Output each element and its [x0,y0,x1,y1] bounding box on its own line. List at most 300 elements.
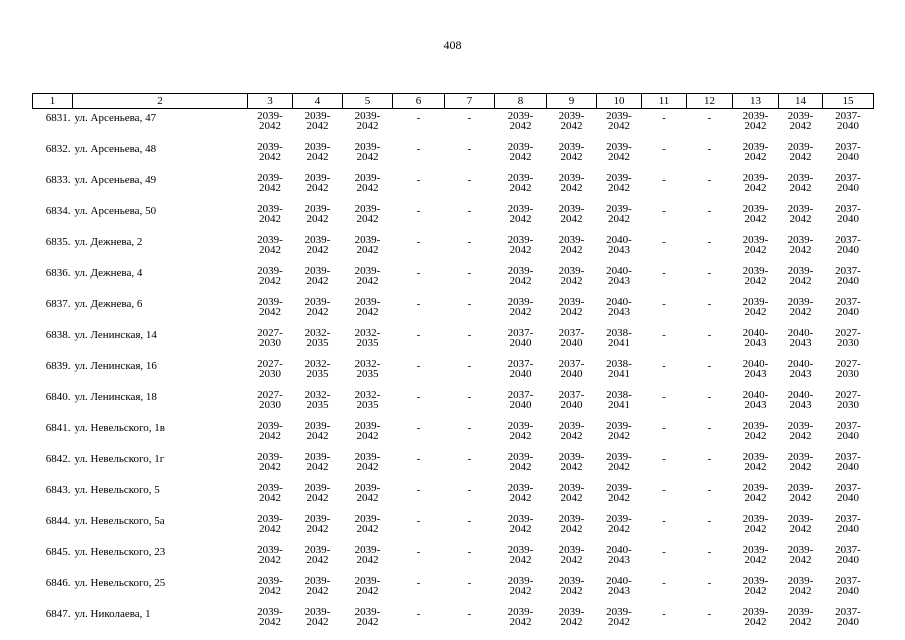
year-range-cell-13 [733,202,779,233]
year-end: 2035 [356,336,379,349]
year-range-cell-9 [547,543,597,574]
year-end: 2042 [509,212,532,225]
empty-cell-6: - [416,546,421,558]
address-cell: ул. Арсеньева, 50 [74,205,157,217]
year-start: 2039- [787,296,814,308]
year-end: 2042 [560,119,583,132]
empty-cell-6: - [416,205,421,217]
year-end: 2042 [306,460,329,473]
year-start: 2037- [835,141,861,153]
year-range-cell-15 [823,326,874,357]
row-number: 6832. [45,143,71,155]
year-end: 2042 [509,274,532,287]
year-start: 2039- [507,482,534,494]
address-cell: ул. Арсеньева, 49 [74,174,157,186]
year-start: 2039- [257,606,283,618]
year-range-cell-9 [547,264,597,295]
column-header-8: 8 [495,94,547,109]
year-range-cell-3 [248,574,293,605]
empty-cell-6: - [416,112,421,124]
year-range-cell-5 [343,326,393,357]
year-start: 2039- [354,141,381,153]
year-start: 2039- [354,234,381,246]
year-end: 2042 [306,429,329,442]
year-range-cell-14 [779,543,823,574]
year-range-cell-5 [343,357,393,388]
year-start: 2039- [304,265,331,277]
year-start: 2039- [606,141,632,153]
year-start: 2039- [304,234,331,246]
year-end: 2042 [356,243,379,256]
year-end: 2040 [509,398,532,411]
year-range-cell-9 [547,295,597,326]
year-start: 2039- [606,451,632,463]
year-start: 2037- [558,358,585,370]
year-end: 2040 [509,336,532,349]
year-range-cell-8 [495,450,547,481]
empty-cell-6: - [416,453,421,465]
year-end: 2042 [509,243,532,256]
year-start: 2039- [742,172,769,184]
empty-cell-11: - [662,329,666,341]
year-start: 2039- [606,172,632,184]
year-start: 2040- [742,327,769,339]
row-number: 6843. [45,484,71,496]
year-range-cell-14 [779,512,823,543]
year-start: 2039- [787,482,814,494]
year-end: 2043 [608,584,630,597]
year-start: 2027- [257,358,283,370]
empty-cell-6: - [416,577,421,589]
year-start: 2039- [606,420,632,432]
year-start: 2039- [787,172,814,184]
year-start: 2039- [354,513,381,525]
table-row [33,357,874,388]
year-start: 2037- [835,606,861,618]
year-range-cell-10 [597,233,642,264]
year-range-cell-8 [495,326,547,357]
year-end: 2042 [509,181,532,194]
empty-cell-7: - [467,453,472,465]
year-start: 2039- [354,420,381,432]
year-range-cell-14 [779,574,823,605]
year-range-cell-9 [547,419,597,450]
address-cell: ул. Невельского, 25 [74,577,166,589]
row-number: 6839. [45,360,71,372]
column-header-14: 14 [779,94,823,109]
year-range-cell-8 [495,202,547,233]
year-range-cell-4 [293,450,343,481]
year-start: 2040- [606,575,632,587]
year-end: 2042 [356,181,379,194]
year-range-cell-14 [779,605,823,636]
year-start: 2039- [787,110,814,122]
year-end: 2035 [306,336,329,349]
year-start: 2039- [742,451,769,463]
year-start: 2039- [507,575,534,587]
year-end: 2042 [608,615,630,628]
year-start: 2037- [835,265,861,277]
year-end: 2040 [837,274,859,287]
row-number: 6834. [45,205,71,217]
table-header [33,94,874,109]
year-range-cell-15 [823,171,874,202]
year-range-cell-5 [343,605,393,636]
header-row [33,94,874,109]
year-start: 2039- [304,296,331,308]
year-start: 2039- [354,172,381,184]
year-end: 2040 [837,243,859,256]
year-start: 2040- [606,296,632,308]
year-range-cell-14 [779,481,823,512]
year-end: 2042 [789,522,812,535]
year-start: 2039- [558,172,585,184]
year-end: 2042 [509,150,532,163]
year-end: 2043 [744,367,767,380]
year-end: 2040 [837,212,859,225]
year-start: 2039- [304,141,331,153]
year-end: 2042 [789,181,812,194]
column-header-5: 5 [343,94,393,109]
year-range-cell-4 [293,264,343,295]
year-end: 2042 [509,522,532,535]
year-start: 2039- [787,606,814,618]
year-range-cell-3 [248,326,293,357]
row-number: 6838. [45,329,71,341]
year-range-cell-9 [547,357,597,388]
year-end: 2042 [356,119,379,132]
empty-cell-12: - [707,360,712,372]
year-start: 2039- [507,606,534,618]
year-end: 2042 [259,584,281,597]
year-range-cell-13 [733,357,779,388]
empty-cell-7: - [467,484,472,496]
year-start: 2040- [606,265,632,277]
table-row [33,419,874,450]
column-header-4: 4 [293,94,343,109]
year-range-cell-8 [495,481,547,512]
year-end: 2042 [356,522,379,535]
empty-cell-6: - [416,391,421,403]
year-start: 2039- [558,606,585,618]
year-start: 2037- [558,389,585,401]
year-range-cell-10 [597,295,642,326]
year-start: 2039- [606,110,632,122]
year-end: 2042 [560,615,583,628]
year-end: 2042 [356,429,379,442]
year-start: 2039- [257,544,283,556]
year-range-cell-3 [248,419,293,450]
year-end: 2042 [744,429,767,442]
year-end: 2042 [744,491,767,504]
column-header-6: 6 [393,94,445,109]
year-range-cell-13 [733,419,779,450]
year-end: 2042 [259,274,281,287]
year-range-cell-13 [733,326,779,357]
year-end: 2042 [560,429,583,442]
empty-cell-12: - [707,267,712,279]
year-start: 2039- [507,420,534,432]
year-start: 2039- [257,234,283,246]
year-end: 2042 [509,305,532,318]
year-range-cell-5 [343,450,393,481]
table-row [33,481,874,512]
table-row [33,202,874,233]
empty-cell-12: - [707,112,712,124]
year-end: 2030 [259,398,281,411]
year-start: 2032- [304,389,331,401]
row-number: 6836. [45,267,71,279]
empty-cell-7: - [467,205,472,217]
year-range-cell-15 [823,295,874,326]
year-end: 2040 [560,398,583,411]
year-end: 2041 [608,336,630,349]
year-range-cell-3 [248,109,293,141]
year-end: 2040 [837,119,859,132]
row-number: 6837. [45,298,71,310]
empty-cell-12: - [707,329,712,341]
year-start: 2039- [304,544,331,556]
year-range-cell-13 [733,605,779,636]
empty-cell-11: - [662,143,666,155]
year-range-cell-9 [547,109,597,141]
year-start: 2039- [787,420,814,432]
year-range-cell-5 [343,388,393,419]
year-range-cell-3 [248,264,293,295]
year-start: 2039- [787,141,814,153]
year-end: 2040 [837,305,859,318]
year-start: 2032- [354,358,381,370]
year-end: 2042 [560,305,583,318]
empty-cell-12: - [707,546,712,558]
year-start: 2039- [558,203,585,215]
year-end: 2042 [509,491,532,504]
year-start: 2039- [507,296,534,308]
year-range-cell-14 [779,419,823,450]
row-number: 6835. [45,236,71,248]
year-start: 2037- [558,327,585,339]
empty-cell-12: - [707,298,712,310]
year-end: 2042 [306,305,329,318]
table-row [33,264,874,295]
year-end: 2042 [789,429,812,442]
row-number: 6846. [45,577,71,589]
empty-cell-7: - [467,608,472,620]
year-range-cell-8 [495,295,547,326]
year-end: 2042 [744,150,767,163]
table-row [33,140,874,171]
year-start: 2039- [558,296,585,308]
year-end: 2030 [837,336,859,349]
empty-cell-12: - [707,484,712,496]
year-end: 2042 [744,584,767,597]
year-start: 2037- [507,327,534,339]
empty-cell-11: - [662,174,666,186]
year-start: 2039- [507,513,534,525]
year-end: 2043 [608,305,630,318]
year-range-cell-14 [779,264,823,295]
year-range-cell-9 [547,481,597,512]
year-range-cell-4 [293,357,343,388]
year-range-cell-10 [597,419,642,450]
empty-cell-11: - [662,422,666,434]
year-end: 2042 [259,615,281,628]
year-range-cell-9 [547,202,597,233]
column-header-15: 15 [823,94,874,109]
table-row [33,512,874,543]
year-end: 2040 [837,615,859,628]
year-range-cell-3 [248,388,293,419]
year-start: 2039- [606,203,632,215]
year-end: 2042 [356,491,379,504]
address-cell: ул. Дежнева, 6 [74,298,143,310]
year-start: 2039- [354,575,381,587]
year-range-cell-8 [495,388,547,419]
year-end: 2042 [560,522,583,535]
year-end: 2042 [789,150,812,163]
year-start: 2040- [787,358,814,370]
year-start: 2039- [558,420,585,432]
year-end: 2042 [608,119,630,132]
year-start: 2039- [354,482,381,494]
year-start: 2039- [257,575,283,587]
empty-cell-11: - [662,515,666,527]
year-end: 2042 [356,150,379,163]
year-start: 2039- [742,141,769,153]
year-start: 2039- [558,575,585,587]
year-start: 2037- [835,172,861,184]
year-range-cell-14 [779,357,823,388]
year-start: 2039- [507,234,534,246]
column-header-11: 11 [642,94,687,109]
empty-cell-11: - [662,453,666,465]
year-start: 2039- [558,141,585,153]
year-start: 2039- [507,451,534,463]
year-end: 2042 [509,584,532,597]
year-end: 2042 [744,181,767,194]
year-end: 2043 [744,336,767,349]
year-end: 2042 [789,119,812,132]
year-range-cell-4 [293,388,343,419]
year-end: 2042 [560,181,583,194]
year-range-cell-5 [343,574,393,605]
year-end: 2042 [560,460,583,473]
year-range-cell-13 [733,295,779,326]
year-range-cell-3 [248,512,293,543]
year-start: 2039- [304,606,331,618]
year-range-cell-5 [343,140,393,171]
year-range-cell-10 [597,109,642,141]
year-end: 2042 [608,460,630,473]
year-start: 2039- [257,420,283,432]
column-header-10: 10 [597,94,642,109]
year-start: 2038- [606,389,632,401]
empty-cell-7: - [467,391,472,403]
address-cell: ул. Дежнева, 2 [74,236,143,248]
empty-cell-11: - [662,112,666,124]
empty-cell-11: - [662,608,666,620]
empty-cell-7: - [467,422,472,434]
table-row [33,574,874,605]
empty-cell-7: - [467,174,472,186]
year-start: 2039- [354,296,381,308]
year-start: 2037- [835,203,861,215]
year-start: 2039- [304,420,331,432]
year-start: 2027- [835,358,861,370]
empty-cell-7: - [467,236,472,248]
year-start: 2039- [787,203,814,215]
column-header-13: 13 [733,94,779,109]
year-start: 2039- [742,110,769,122]
year-range-cell-4 [293,171,343,202]
year-end: 2042 [560,491,583,504]
year-end: 2042 [259,119,281,132]
year-end: 2042 [789,553,812,566]
year-end: 2040 [560,367,583,380]
year-range-cell-10 [597,171,642,202]
year-start: 2039- [742,203,769,215]
year-range-cell-8 [495,543,547,574]
empty-cell-6: - [416,267,421,279]
year-range-cell-15 [823,264,874,295]
row-number: 6841. [45,422,71,434]
year-start: 2039- [742,575,769,587]
year-end: 2042 [509,460,532,473]
empty-cell-6: - [416,360,421,372]
year-range-cell-10 [597,388,642,419]
year-start: 2039- [354,451,381,463]
year-start: 2039- [507,544,534,556]
year-range-cell-14 [779,295,823,326]
year-range-cell-5 [343,109,393,141]
empty-cell-7: - [467,360,472,372]
year-end: 2040 [837,584,859,597]
year-end: 2043 [608,274,630,287]
year-range-cell-4 [293,481,343,512]
year-range-cell-3 [248,543,293,574]
year-range-cell-5 [343,264,393,295]
year-range-cell-8 [495,140,547,171]
year-end: 2030 [259,367,281,380]
empty-cell-11: - [662,267,666,279]
year-start: 2039- [787,234,814,246]
year-start: 2039- [558,544,585,556]
year-start: 2040- [742,358,769,370]
year-range-cell-8 [495,574,547,605]
empty-cell-7: - [467,112,472,124]
table-row [33,233,874,264]
year-end: 2040 [837,522,859,535]
year-end: 2040 [837,429,859,442]
empty-cell-7: - [467,546,472,558]
year-range-cell-3 [248,295,293,326]
year-start: 2039- [558,265,585,277]
empty-cell-11: - [662,360,666,372]
year-start: 2039- [304,172,331,184]
year-start: 2039- [354,606,381,618]
year-start: 2039- [787,544,814,556]
table-row [33,605,874,636]
row-number: 6842. [45,453,71,465]
year-range-cell-10 [597,264,642,295]
year-start: 2038- [606,327,632,339]
year-end: 2040 [509,367,532,380]
column-header-3: 3 [248,94,293,109]
year-end: 2042 [560,274,583,287]
year-start: 2037- [835,513,861,525]
year-start: 2039- [558,234,585,246]
year-range-cell-14 [779,233,823,264]
